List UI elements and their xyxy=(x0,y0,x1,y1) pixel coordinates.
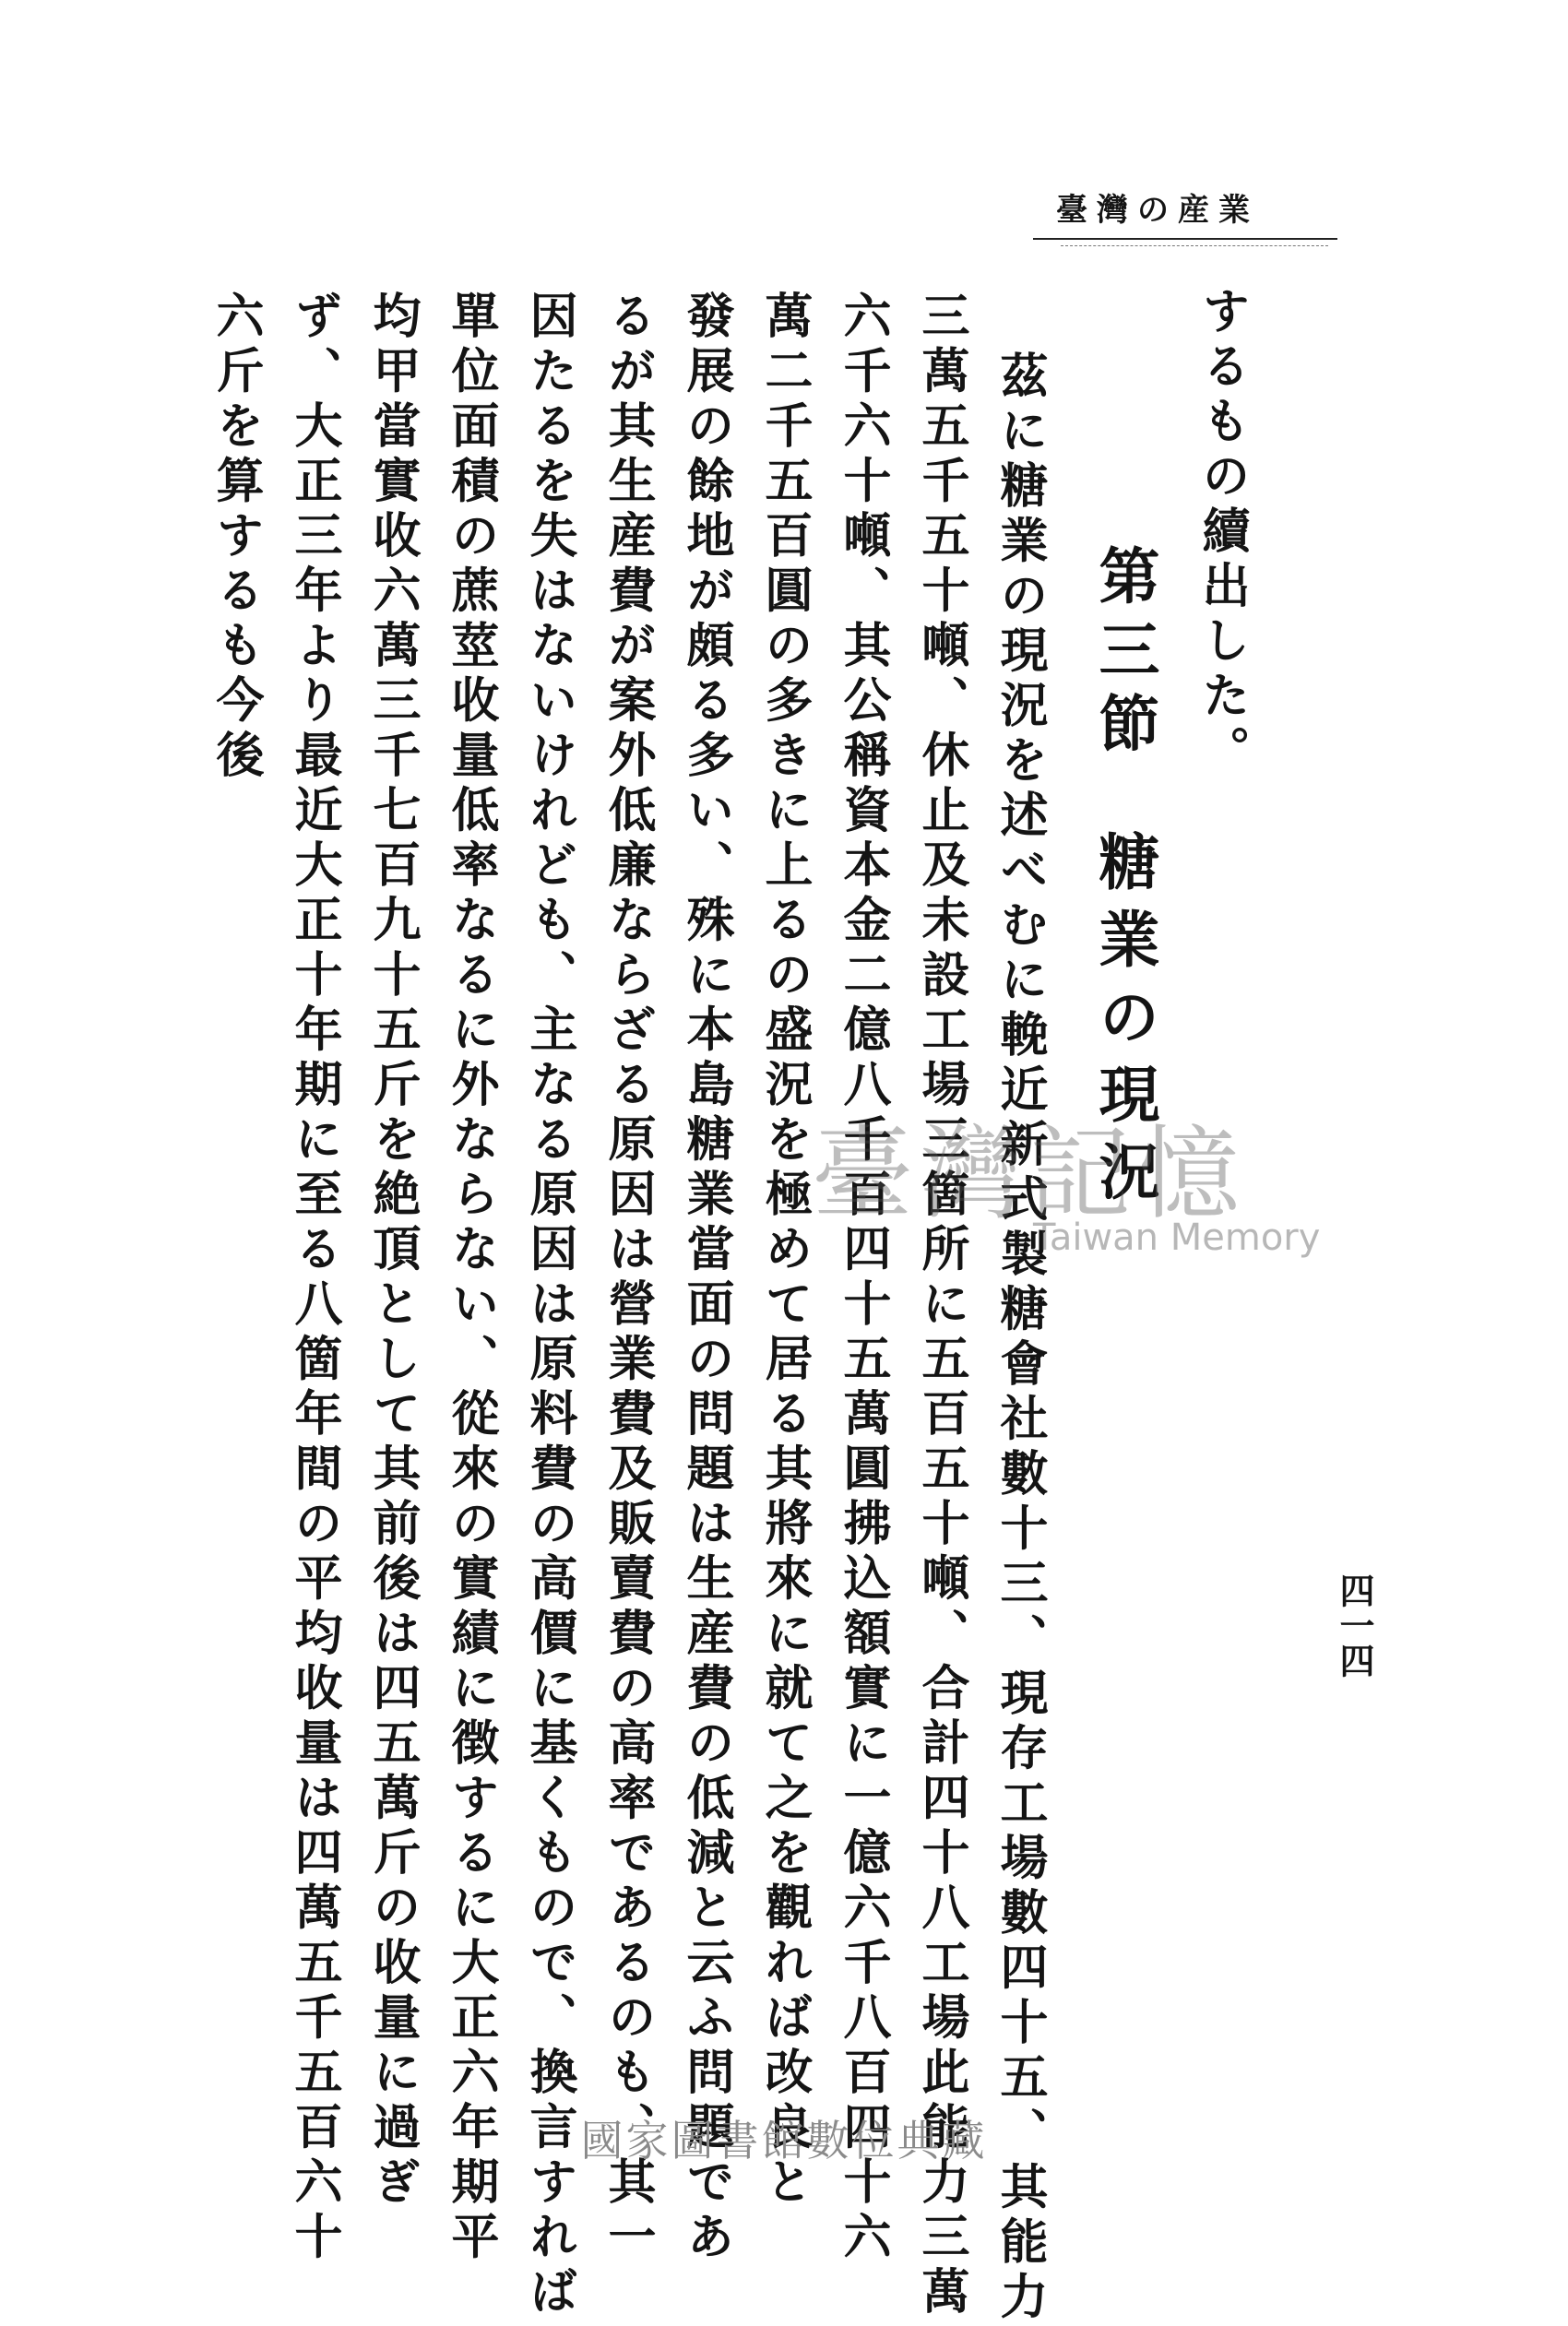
page-number: 四一四 xyxy=(1334,1572,1375,1678)
running-head: 臺灣の産業 xyxy=(1056,192,1259,229)
watermark-title: 臺灣記憶 xyxy=(812,1115,1247,1233)
text-column-4: 六千六十噸、其公稱資本金二億八千百四十五萬圓拂込額實に一億六千八百四十六 xyxy=(835,291,891,2266)
section-number: 第三節 xyxy=(1088,544,1160,765)
text-column-3: 三萬五千五十噸、休止及未設工場三箇所に五百五十噸、合計四十八工場此能力三萬 xyxy=(913,291,969,2321)
section-title: 糖業の現況 xyxy=(1088,830,1160,1217)
text-column-5: 萬二千五百圓の多きに上るの盛況を極めて居る其將來に就て之を觀れば改良と xyxy=(756,291,813,2212)
library-footer: 國家圖書館數位典藏 xyxy=(580,2116,988,2166)
text-column-11: ず、大正三年より最近大正十年期に至る八箇年間の平均收量は四萬五千五百六十 xyxy=(286,291,342,2266)
text-column-8: 因たるを失はないけれども、主なる原因は原料費の高價に基くもので、換言すれば xyxy=(521,291,577,2321)
header-rule-dashed xyxy=(1061,245,1328,246)
text-column-2: 茲に糖業の現況を述べむに輓近新式製糖會社數十三、現存工場數四十五、其能力 xyxy=(992,350,1048,2326)
watermark-subtitle: Taiwan Memory xyxy=(1033,1216,1321,1259)
text-column-12: 六斤を算するも今後 xyxy=(208,291,264,785)
section-heading xyxy=(1089,544,1159,1217)
text-column-7: るが其生産費が案外低廉ならざる原因は營業費及販賣費の高率であるのも、其一 xyxy=(600,291,656,2266)
text-column-1: するもの續出した。 xyxy=(1194,286,1250,780)
header-rule xyxy=(1033,238,1337,240)
text-column-6: 發展の餘地が頗る多い、殊に本島糖業當面の問題は生産費の低減と云ふ問題であ xyxy=(678,291,734,2266)
text-column-10: 均甲當實收六萬三千七百九十五斤を絶頂として其前後は四五萬斤の收量に過ぎ xyxy=(364,291,421,2212)
text-column-9: 單位面積の蔗莖收量低率なるに外ならない、從來の實績に徴するに大正六年期平 xyxy=(443,291,499,2266)
